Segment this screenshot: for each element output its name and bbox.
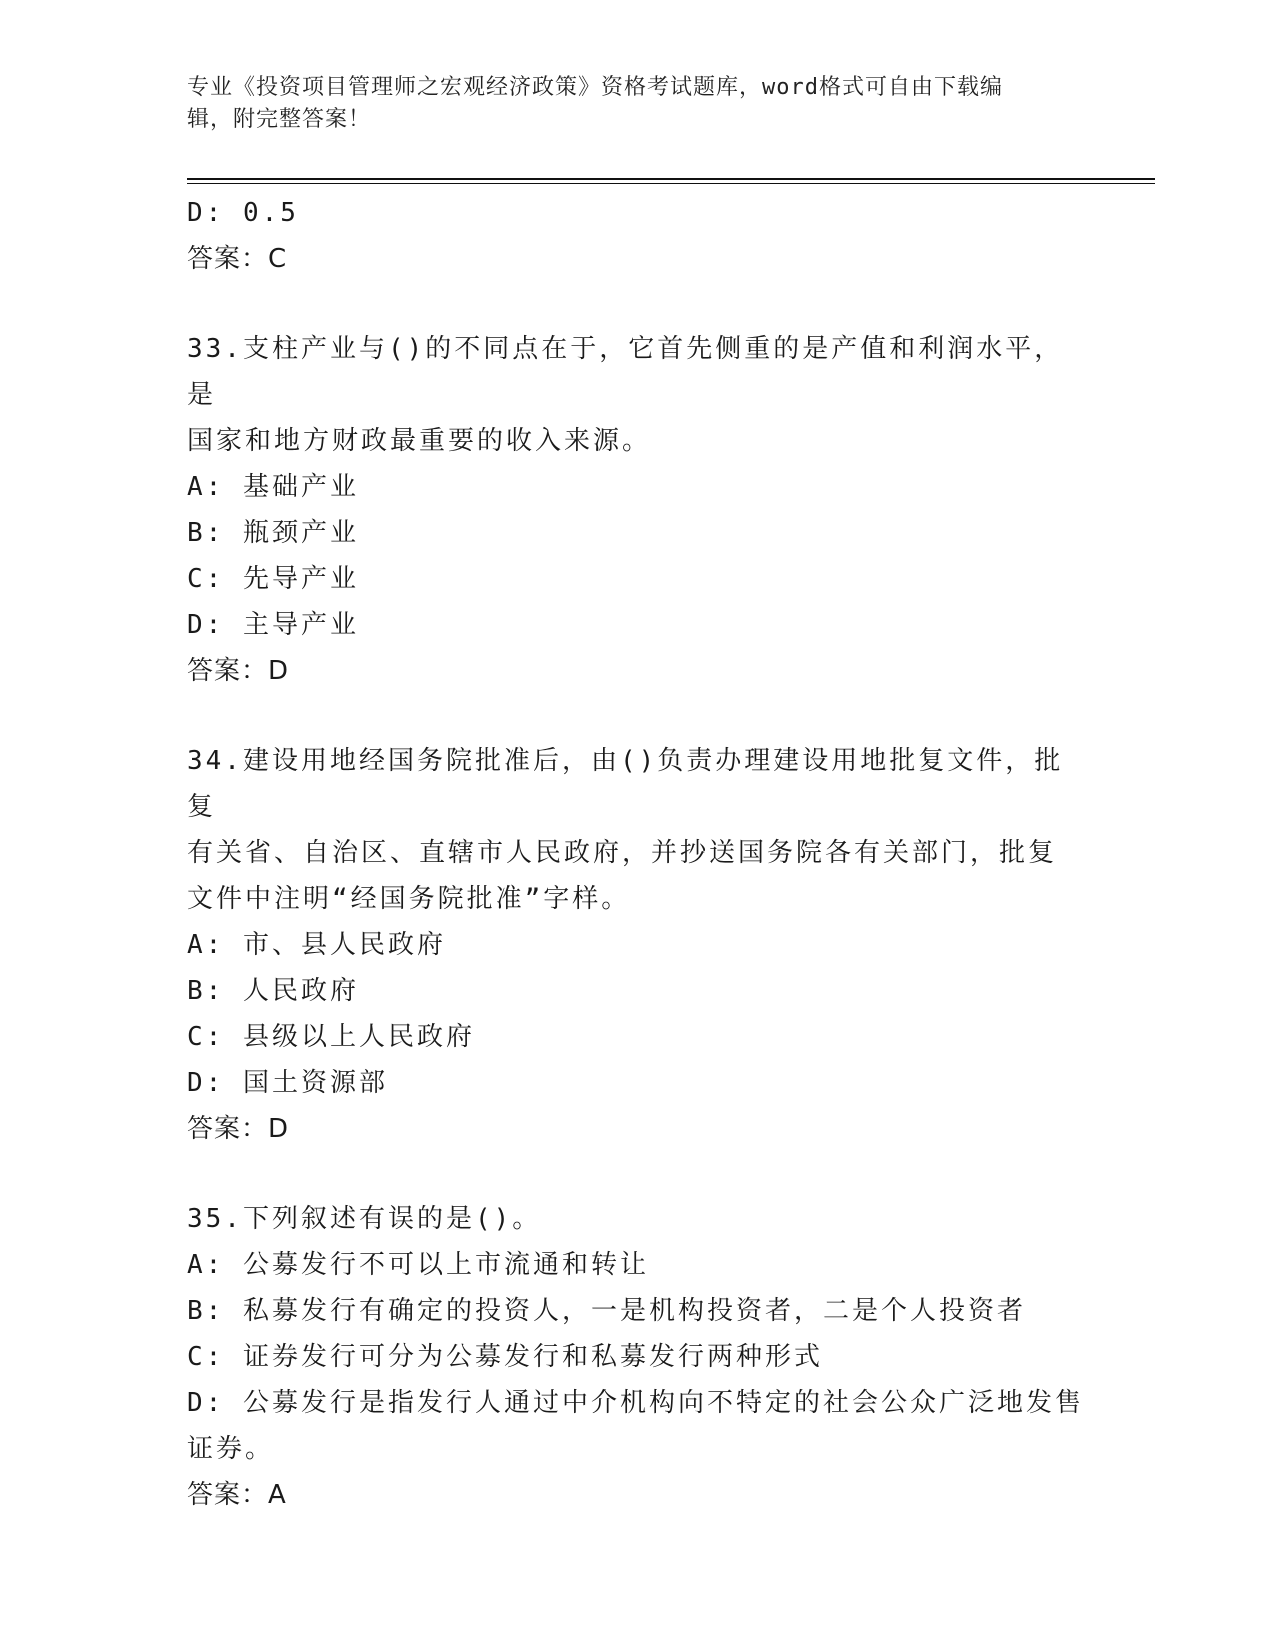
document-body xyxy=(187,190,1087,1518)
header-divider-thin xyxy=(187,183,1155,184)
option-b: B: 人民政府 xyxy=(187,976,359,1006)
question-text-line: 34.建设用地经国务院批准后，由()负责办理建设用地批复文件，批复 xyxy=(187,746,1064,822)
option-d: D: 0.5 xyxy=(187,198,299,228)
option-c: C: 先导产业 xyxy=(187,564,359,594)
option-d-continuation: 证券。 xyxy=(187,1434,275,1464)
option-b: B: 瓶颈产业 xyxy=(187,518,359,548)
question-text-line: 33.支柱产业与()的不同点在于，它首先侧重的是产值和利润水平，是 xyxy=(187,334,1064,410)
question-text-line: 有关省、自治区、直辖市人民政府，并抄送国务院各有关部门，批复 xyxy=(187,838,1058,868)
header-line-2: 辑，附完整答案！ xyxy=(187,107,372,132)
answer-line: 答案：D xyxy=(187,1114,290,1144)
option-d: D: 公募发行是指发行人通过中介机构向不特定的社会公众广泛地发售 xyxy=(187,1388,1084,1418)
question-text-line: 文件中注明“经国务院批准”字样。 xyxy=(187,884,631,914)
question-33 xyxy=(187,326,1087,694)
option-c: C: 县级以上人民政府 xyxy=(187,1022,475,1052)
option-a: A: 基础产业 xyxy=(187,472,359,502)
answer-line: 答案：D xyxy=(187,656,290,686)
question-34 xyxy=(187,738,1087,1152)
option-a: A: 公募发行不可以上市流通和转让 xyxy=(187,1250,649,1280)
previous-question-tail xyxy=(187,190,1087,282)
question-text-line: 35.下列叙述有误的是()。 xyxy=(187,1204,542,1234)
option-b: B: 私募发行有确定的投资人，一是机构投资者，二是个人投资者 xyxy=(187,1296,1026,1326)
option-a: A: 市、县人民政府 xyxy=(187,930,446,960)
header-line-1: 专业《投资项目管理师之宏观经济政策》资格考试题库，word格式可自由下载编 xyxy=(187,75,1003,100)
option-d: D: 主导产业 xyxy=(187,610,359,640)
header-divider-thick xyxy=(187,178,1155,180)
option-d: D: 国土资源部 xyxy=(187,1068,388,1098)
document-header xyxy=(187,72,1077,136)
answer-line: 答案：A xyxy=(187,1480,287,1510)
answer-line: 答案：C xyxy=(187,244,288,274)
question-text-line: 国家和地方财政最重要的收入来源。 xyxy=(187,426,652,456)
question-35 xyxy=(187,1196,1087,1518)
option-c: C: 证券发行可分为公募发行和私募发行两种形式 xyxy=(187,1342,823,1372)
